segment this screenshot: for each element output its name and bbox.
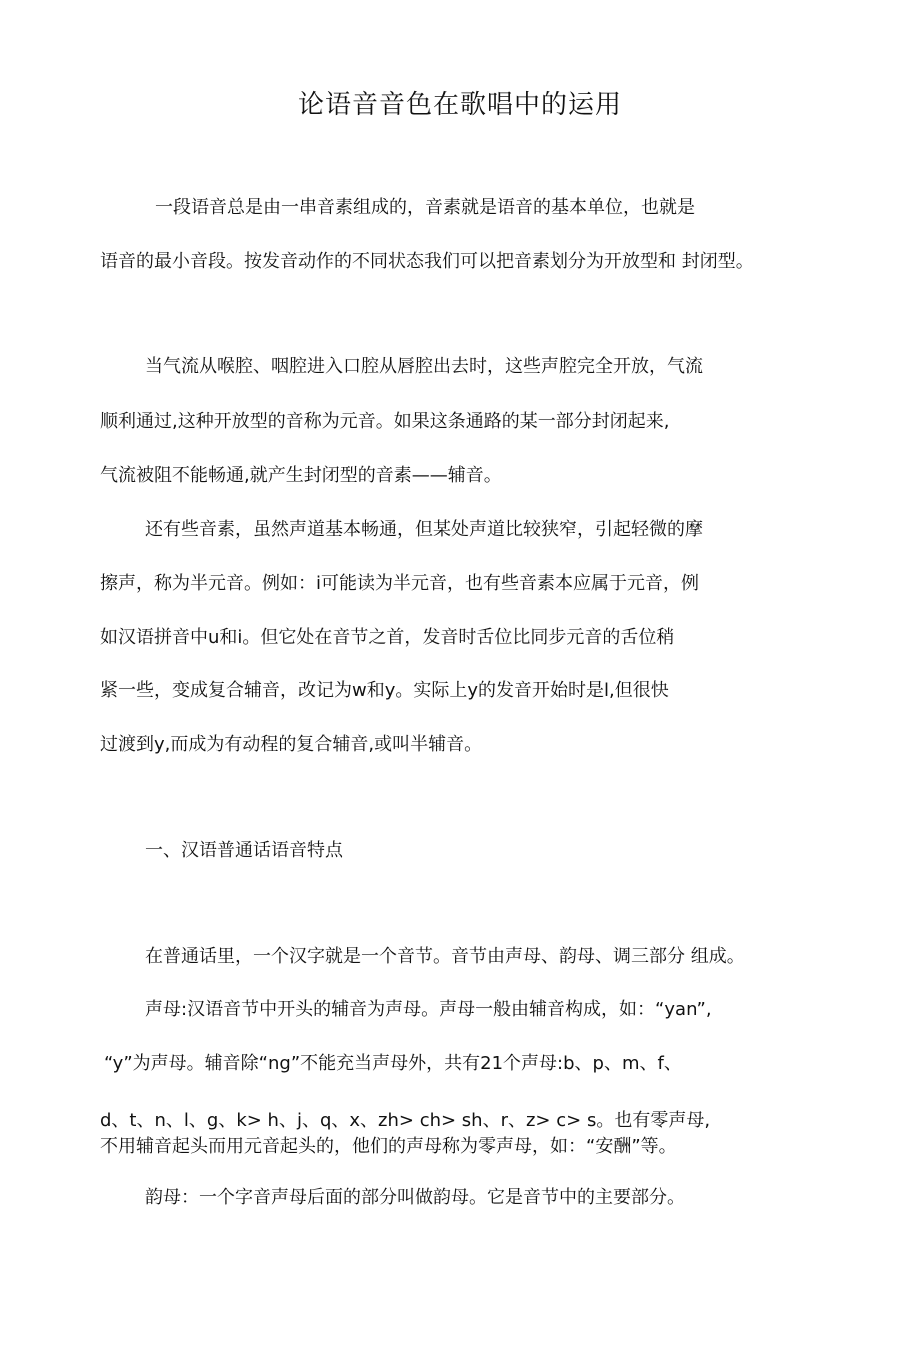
- paragraph-line: “y”为声母。辅音除“ng”不能充当声母外，共有21个声母:b、p、m、f、: [104, 1053, 682, 1074]
- section-heading: 一、汉语普通话语音特点: [145, 840, 343, 861]
- document-title: 论语音音色在歌唱中的运用: [297, 90, 622, 120]
- paragraph-line: 气流被阻不能畅通,就产生封闭型的音素——辅音。: [100, 465, 502, 486]
- paragraph-line: 语音的最小音段。按发音动作的不同状态我们可以把音素划分为开放型和 封闭型。: [100, 251, 754, 272]
- paragraph-line: 声母:汉语音节中开头的辅音为声母。声母一般由辅音构成，如：“yan”,: [145, 999, 712, 1020]
- paragraph-line: 如汉语拼音中u和i。但它处在音节之首，发音时舌位比同步元音的舌位稍: [100, 627, 675, 648]
- paragraph-line: 当气流从喉腔、咽腔进入口腔从唇腔出去时，这些声腔完全开放，气流: [145, 356, 703, 377]
- paragraph-line: 还有些音素，虽然声道基本畅通，但某处声道比较狭窄，引起轻微的摩: [145, 519, 703, 540]
- paragraph-line: 不用辅音起头而用元音起头的，他们的声母称为零声母，如：“安酬”等。: [100, 1136, 677, 1157]
- paragraph-line: 擦声，称为半元音。例如：i可能读为半元音，也有些音素本应属于元音，例: [100, 573, 699, 594]
- paragraph-line: 紧一些，变成复合辅音，改记为w和y。实际上y的发音开始时是l,但很快: [100, 680, 669, 701]
- paragraph-line: 韵母：一个字音声母后面的部分叫做韵母。它是音节中的主要部分。: [145, 1187, 685, 1208]
- paragraph-line: 顺利通过,这种开放型的音称为元音。如果这条通路的某一部分封闭起来,: [100, 411, 670, 432]
- paragraph-line: d、t、n、l、g、k> h、j、q、x、zh> ch> sh、r、z> c> s。也有零声母,: [100, 1110, 711, 1131]
- paragraph-line: 在普通话里，一个汉字就是一个音节。音节由声母、韵母、调三部分 组成。: [145, 946, 745, 967]
- paragraph-line: 一段语音总是由一串音素组成的，音素就是语音的基本单位，也就是: [155, 197, 695, 218]
- paragraph-line: 过渡到y,而成为有动程的复合辅音,或叫半辅音。: [100, 734, 483, 755]
